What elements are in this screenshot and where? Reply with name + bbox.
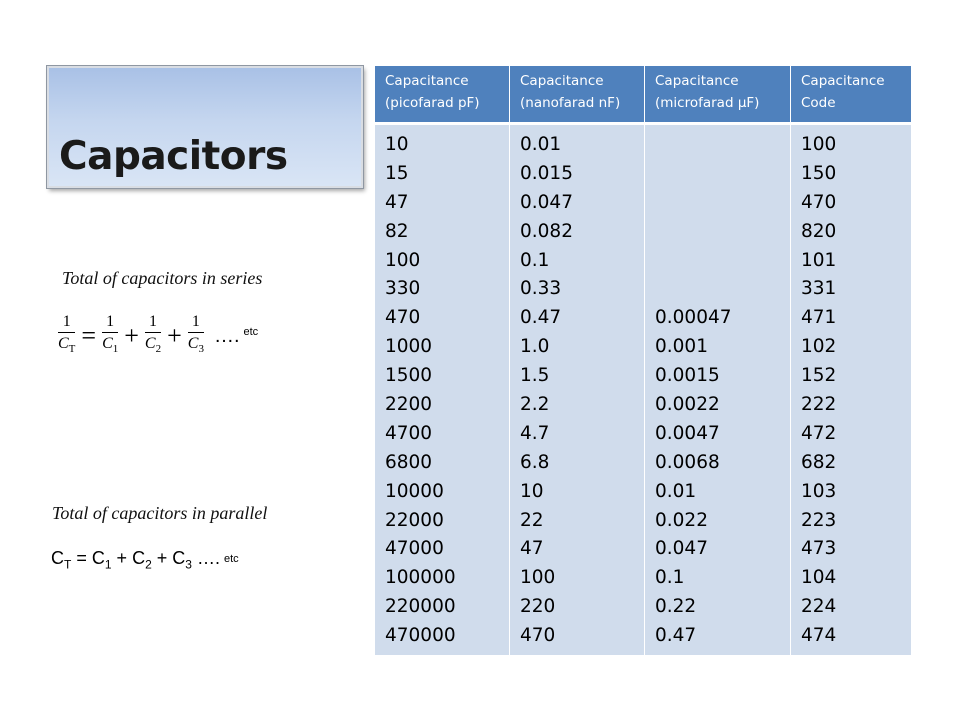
table-cell: 0.47	[655, 625, 697, 647]
table-cell: 4.7	[520, 422, 550, 444]
table-cell: 0.00047	[655, 307, 732, 329]
table-cell: 0.1	[655, 567, 685, 589]
table-cell: 0.47	[520, 307, 562, 329]
table-cell: 470000	[385, 625, 456, 647]
table-cell: 470	[801, 191, 837, 213]
table-cell: 223	[801, 509, 837, 531]
header-nanofarad: Capacitance (nanofarad nF)	[510, 66, 645, 122]
fraction-c2: $\frac{1}{C_2}$	[144, 312, 162, 356]
table-cell: 330	[385, 278, 421, 300]
page-title: Capacitors	[59, 134, 288, 179]
table-cell: 10	[385, 134, 409, 155]
table-cell: 4700	[385, 422, 433, 444]
table-cell: 0.1	[520, 249, 550, 271]
table-cell: 220	[520, 596, 556, 618]
table-cell: 82	[385, 220, 409, 242]
fraction-ct: $\frac{1}{C_T}$	[58, 312, 76, 356]
table-cell: 0.047	[520, 191, 573, 213]
table-cell: 1.0	[520, 336, 550, 358]
fraction-c3: $\frac{1}{C_3}$	[187, 312, 204, 356]
table-cell: 220000	[385, 596, 456, 618]
series-formula	[56, 306, 258, 366]
plus-sign: +	[167, 321, 182, 350]
table-cell: 1500	[385, 365, 433, 387]
table-cell: 0.001	[655, 336, 708, 358]
table-cell: 470	[520, 625, 556, 647]
column-microfarad	[645, 122, 791, 655]
table-cell: 47000	[385, 538, 444, 560]
table-cell: 22	[520, 509, 544, 531]
table-cell: 0.0068	[655, 451, 720, 473]
table-cell: 47	[520, 538, 544, 560]
etc-label: etc	[243, 326, 259, 338]
plus-sign: +	[124, 321, 139, 350]
header-picofarad: Capacitance (picofarad pF)	[375, 66, 510, 122]
table-cell: 102	[801, 336, 837, 358]
column-picofarad	[375, 122, 510, 655]
table-cell: 224	[801, 596, 837, 618]
table-cell: 103	[801, 480, 837, 502]
table-cell: 331	[801, 278, 837, 300]
table-cell: 100	[385, 249, 421, 271]
table-cell: 0.0015	[655, 365, 720, 387]
table-cell: 820	[801, 220, 837, 242]
table-cell: 0.01	[520, 134, 562, 155]
table-cell: 0.33	[520, 278, 562, 300]
table-cell: 10	[520, 480, 544, 502]
series-label: Total of capacitors in series	[62, 268, 263, 288]
table-cell: 6800	[385, 451, 433, 473]
column-code	[791, 122, 911, 655]
parallel-formula: $C_T = C_1 + C_2 + C_3$ …. etc	[51, 548, 239, 572]
table-cell: 472	[801, 422, 837, 444]
table-cell: 474	[801, 625, 837, 647]
table-cell: 473	[801, 538, 837, 560]
equals-sign: =	[81, 321, 97, 350]
table-cell: 471	[801, 307, 837, 329]
table-cell: 104	[801, 567, 837, 589]
table-cell: 1000	[385, 336, 433, 358]
ellipsis: ….	[213, 324, 240, 347]
table-cell: 100000	[385, 567, 456, 589]
etc-label: etc	[223, 553, 239, 565]
table-cell: 682	[801, 451, 837, 473]
header-microfarad: Capacitance (microfarad µF)	[645, 66, 791, 122]
table-cell: 2200	[385, 394, 433, 416]
table-cell: 0.082	[520, 220, 573, 242]
table-cell: 0.047	[655, 538, 708, 560]
fraction-c1: $\frac{1}{C_1}$	[102, 312, 119, 356]
table-cell: 470	[385, 307, 421, 329]
table-cell: 6.8	[520, 451, 550, 473]
table-cell: 0.0022	[655, 394, 720, 416]
table-cell: 10000	[385, 480, 444, 502]
title-box	[47, 66, 363, 188]
table-cell: 222	[801, 394, 837, 416]
table-cell: 0.015	[520, 162, 573, 184]
table-cell: 22000	[385, 509, 444, 531]
header-code: Capacitance Code	[791, 66, 911, 122]
capacitance-table	[375, 66, 911, 655]
table-cell: 0.22	[655, 596, 697, 618]
table-cell: 101	[801, 249, 837, 271]
table-cell: 150	[801, 162, 837, 184]
table-cell: 152	[801, 365, 837, 387]
table-cell: 15	[385, 162, 409, 184]
table-cell: 1.5	[520, 365, 550, 387]
column-nanofarad	[510, 122, 645, 655]
table-cell: 2.2	[520, 394, 550, 416]
table-cell: 100	[801, 134, 837, 155]
table-cell: 0.022	[655, 509, 708, 531]
table-cell: 100	[520, 567, 556, 589]
table-cell: 0.01	[655, 480, 697, 502]
parallel-label: Total of capacitors in parallel	[52, 503, 268, 523]
table-cell: 0.0047	[655, 422, 720, 444]
table-cell: 47	[385, 191, 409, 213]
